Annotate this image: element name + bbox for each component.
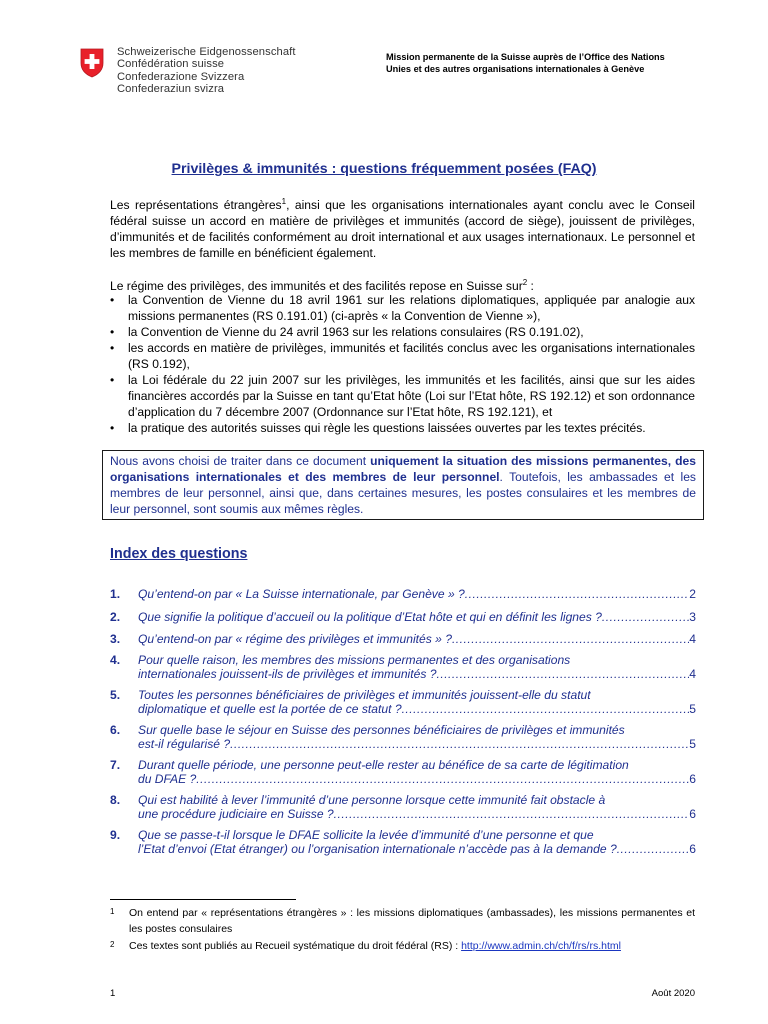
mission-heading <box>386 51 716 75</box>
list-item: • les accords en matière de privilèges, immunités et facilités conclus avec les organisations internationales (RS 0.192), <box>110 340 695 372</box>
regime-text: Le régime des privilèges, des immunités et des facilités repose en Suisse sur <box>110 279 523 294</box>
intro-text-rest: , ainsi que les organisations internationales ayant conclu avec le Conseil fédéral suisse un accord en matière de privilèges et immunités (accord de siège), jouissent de privilèges, d’immunités et de facilités conformément au droit international et aux usages internationaux. Le personnel et les membres de famille en bénéficient également. <box>110 198 695 261</box>
toc-entry-text: l’Etat d’envoi (Etat étranger) ou l’organisation internationale n’accède pas à la demande ? <box>138 842 617 856</box>
toc-number: 7. <box>110 758 121 772</box>
toc-entry-text: Qu’entend-on par « régime des privilèges et immunités » ? <box>138 632 452 646</box>
list-item: • la Loi fédérale du 22 juin 2007 sur les privilèges, les immunités et les facilités, ainsi que sur les aides financières accordés par la Suisse en tant qu’Etat hôte (Loi sur l’Etat hôte, RS 192.12) et son ordonnance d’application du 7 décembre 2007 (Ordonnance sur l’Etat hôte, RS 192.121), et <box>110 372 695 420</box>
toc-entry-text: Que se passe-t-il lorsque le DFAE sollicite la levée d’immunité d’une personne et que <box>138 828 594 842</box>
footnote-ref-1[interactable]: 1 <box>281 197 287 206</box>
footnote-text: On entend par « représentations étrangères » : les missions diplomatiques (ambassades), les missions permanentes et les postes consulaires <box>129 907 695 935</box>
toc-page: 6 <box>689 772 696 786</box>
swiss-coat-of-arms-icon <box>80 48 104 78</box>
toc-entry-text: diplomatique et quelle est la portée de ce statut ? <box>138 702 402 716</box>
toc-number: 1. <box>110 587 121 601</box>
notice-text-end: . Toutefois, les ambassades et les membres de leur personnel, ainsi que, dans certaines mesures, les postes consulaires et les membres de leur personnel, sont soumis aux mêmes règles. <box>110 470 696 516</box>
confederation-line-de: Schweizerische Eidgenossenschaft <box>117 46 296 58</box>
toc-page: 5 <box>689 702 696 716</box>
leader-dots <box>402 702 690 716</box>
footnote-ref-2[interactable]: 2 <box>522 278 528 287</box>
document-date: Août 2020 <box>651 988 695 999</box>
toc-number: 9. <box>110 828 121 842</box>
footnote-mark: 2 <box>110 940 115 949</box>
toc-entry-text: Toutes les personnes bénéficiaires de privilèges et immunités jouissent-elle du statut <box>138 688 591 702</box>
toc-entry-text: Pour quelle raison, les membres des missions permanentes et des organisations <box>138 653 571 667</box>
legal-basis-list <box>110 292 695 436</box>
regime-colon: : <box>527 279 534 294</box>
leader-dots <box>465 587 690 601</box>
mission-line-2: Unies et des autres organisations internationales à Genève <box>386 64 645 74</box>
confederation-name-block <box>117 46 296 96</box>
scope-notice-box <box>102 450 704 520</box>
toc-page: 4 <box>689 667 696 681</box>
footnotes <box>110 906 695 955</box>
toc-number: 5. <box>110 688 121 702</box>
intro-paragraph <box>110 194 695 261</box>
toc-number: 6. <box>110 723 121 737</box>
list-item: • la Convention de Vienne du 24 avril 1963 sur les relations consulaires (RS 0.191.02), <box>110 324 695 340</box>
leader-dots <box>196 772 689 786</box>
mission-line-1: Mission permanente de la Suisse auprès de l’Office des Nations <box>386 52 665 62</box>
toc-page: 6 <box>689 807 696 821</box>
confederation-line-it: Confederazione Svizzera <box>117 70 245 83</box>
notice-text-start: Nous avons choisi de traiter dans ce document <box>110 454 371 468</box>
leader-dots <box>617 842 690 856</box>
toc-number: 8. <box>110 793 121 807</box>
intro-text-start: Les représentations étrangères <box>110 198 282 213</box>
confederation-line-rm: Confederaziun svizra <box>117 83 225 96</box>
toc-page: 3 <box>689 610 696 624</box>
footnote-2 <box>110 939 695 955</box>
toc-entry-text: une procédure judiciaire en Suisse ? <box>138 807 334 821</box>
footnote-separator <box>110 899 296 900</box>
leader-dots <box>436 667 689 681</box>
rs-link[interactable]: http://www.admin.ch/ch/f/rs/rs.html <box>461 940 621 952</box>
toc-entry-text: Qui est habilité à lever l’immunité d’une personne lorsque cette immunité fait obstacle à <box>138 793 606 807</box>
toc-entry-text: est-il régularisé ? <box>138 737 231 751</box>
toc-entry-text: internationales jouissent-ils de privilèges et immunités ? <box>138 667 437 681</box>
document-title: Privilèges & immunités : questions fréquemment posées (FAQ) <box>171 161 597 177</box>
toc-entry-text: du DFAE ? <box>138 772 197 786</box>
footnote-1 <box>110 906 695 937</box>
leader-dots <box>230 737 689 751</box>
toc-page: 5 <box>689 737 696 751</box>
toc-entry-text: Sur quelle base le séjour en Suisse des personnes bénéficiaires de privilèges et immunités <box>138 723 625 737</box>
confederation-line-fr: Confédération suisse <box>117 58 225 71</box>
toc-entry-text: Durant quelle période, une personne peut-elle rester au bénéfice de sa carte de légitimation <box>138 758 629 772</box>
toc-page: 4 <box>689 632 696 646</box>
footnote-mark: 1 <box>110 907 115 916</box>
toc-number: 2. <box>110 610 121 624</box>
toc-page: 2 <box>689 587 696 601</box>
page-number: 1 <box>110 988 116 999</box>
leader-dots <box>602 610 689 624</box>
footnote-text: Ces textes sont publiés au Recueil systématique du droit fédéral (RS) : <box>129 940 462 952</box>
index-heading: Index des questions <box>110 546 248 562</box>
toc-number: 3. <box>110 632 121 646</box>
toc-number: 4. <box>110 653 121 667</box>
toc-entry-text: Que signifie la politique d’accueil ou la politique d’Etat hôte et qui en définit les lignes ? <box>138 610 602 624</box>
list-item: • la pratique des autorités suisses qui règle les questions laissées ouvertes par les textes précités. <box>110 420 695 436</box>
toc-page: 6 <box>689 842 696 856</box>
list-item: • la Convention de Vienne du 18 avril 1961 sur les relations diplomatiques, appliquée par analogie aux missions permanentes (RS 0.191.01) (ci-après « la Convention de Vienne »), <box>110 292 695 324</box>
notice-emphasis: uniquement la situation des missions permanentes, des organisations internationales et des membres de leur personnel <box>110 454 696 484</box>
leader-dots <box>452 632 689 646</box>
leader-dots <box>334 807 690 821</box>
toc-entry-text: Qu’entend-on par « La Suisse internationale, par Genève » ? <box>138 587 465 601</box>
